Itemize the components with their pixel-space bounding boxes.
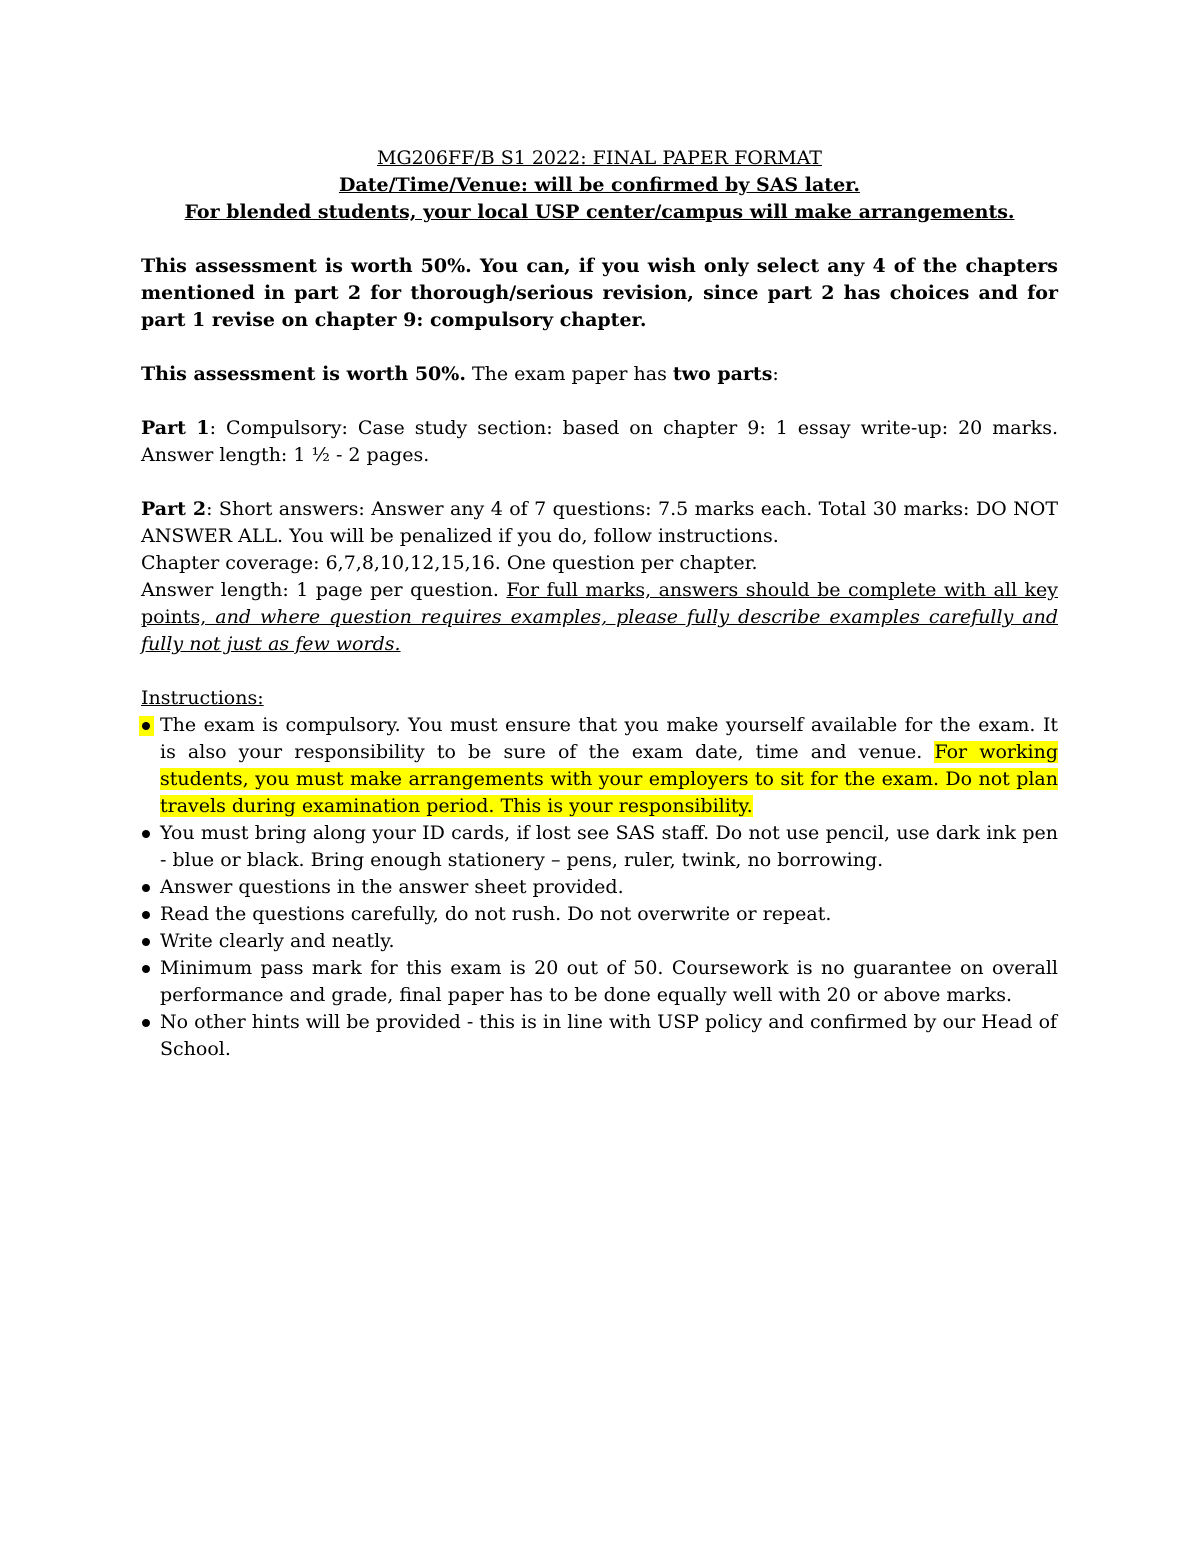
instruction-item — [141, 1009, 1058, 1063]
chapter-coverage: Chapter coverage: 6,7,8,10,12,15,16. One question per chapter. — [141, 552, 758, 574]
structure-rest: The exam paper has — [465, 363, 673, 385]
answer-length-underlined: For full marks, answers should be complete with all key points, — [141, 579, 1058, 628]
structure-lead: This assessment is worth 50%. — [141, 363, 466, 385]
two-parts-label: two parts — [672, 363, 773, 385]
blended-notice: For blended students, your local USP center/campus will make arrangements. — [184, 201, 1015, 223]
bullet-icon — [142, 938, 150, 946]
instruction-item-text: Minimum pass mark for this exam is 20 out of 50. Coursework is no guarantee on overall performance and grade, final paper has to be done equally well with 20 or above marks. — [160, 957, 1058, 1006]
instruction-item-text: You must bring along your ID cards, if lost see SAS staff. Do not use pencil, use dark ink pen - blue or black. Bring enough stationery – pens, ruler, twink, no borrowing. — [160, 822, 1058, 871]
datetime-notice: Date/Time/Venue: will be confirmed by SAS later. — [338, 174, 861, 196]
bullet-icon — [142, 965, 150, 973]
document-title: MG206FF/B S1 2022: FINAL PAPER FORMAT — [377, 147, 822, 169]
part1-label: Part 1 — [141, 417, 210, 439]
instruction-item — [141, 712, 1058, 820]
instruction-item — [141, 955, 1058, 1009]
answer-length-italic: and where question requires examples, please fully describe examples carefully and fully not just as few words. — [141, 606, 1058, 655]
part2-text: : Short answers: Answer any 4 of 7 questions: 7.5 marks each. Total 30 marks: DO NOT ANSWER ALL. You will be penalized if you do, follow instructions. — [141, 498, 1058, 547]
intro-paragraph: This assessment is worth 50%. You can, if you wish only select any 4 of the chapters mentioned in part 2 for thorough/serious revision, since part 2 has choices and for part 1 revise on chapter 9: compulsory chapter. — [141, 255, 1058, 331]
instruction-item-text: Write clearly and neatly. — [160, 930, 395, 952]
part2-paragraph — [141, 496, 1058, 550]
instruction-item-1-plain: The exam is compulsory. You must ensure that you make yourself available for the exam. It is also your responsibility to be sure of the exam date, time and venue. — [160, 714, 1058, 763]
instruction-item — [141, 874, 1058, 901]
instruction-item-text: No other hints will be provided - this is in line with USP policy and confirmed by our Head of School. — [160, 1011, 1058, 1060]
part1-paragraph — [141, 415, 1058, 469]
bullet-icon — [142, 722, 150, 730]
structure-colon: : — [772, 363, 779, 385]
bullet-icon — [142, 1019, 150, 1027]
bullet-icon — [142, 884, 150, 892]
instruction-item — [141, 820, 1058, 874]
instruction-item-1-highlight: For working students, you must make arrangements with your employers to sit for the exam. Do not plan travels during examination period. This is your responsibility. — [160, 741, 1058, 817]
bullet-icon — [142, 830, 150, 838]
bullet-icon — [142, 911, 150, 919]
answer-length-plain: Answer length: 1 page per question. — [141, 579, 507, 601]
part1-text: : Compulsory: Case study section: based on chapter 9: 1 essay write-up: 20 marks. Answer length: 1 ½ - 2 pages. — [141, 417, 1058, 466]
answer-length-paragraph — [141, 577, 1058, 658]
instruction-item-text: Answer questions in the answer sheet provided. — [160, 876, 624, 898]
instruction-item — [141, 928, 1058, 955]
instructions-list — [141, 712, 1058, 1063]
instructions-heading: Instructions: — [141, 687, 264, 709]
structure-paragraph — [141, 361, 1058, 388]
instruction-item-text: Read the questions carefully, do not rush. Do not overwrite or repeat. — [160, 903, 832, 925]
instruction-item — [141, 901, 1058, 928]
document-page — [141, 145, 1058, 1063]
part2-label: Part 2 — [141, 498, 207, 520]
